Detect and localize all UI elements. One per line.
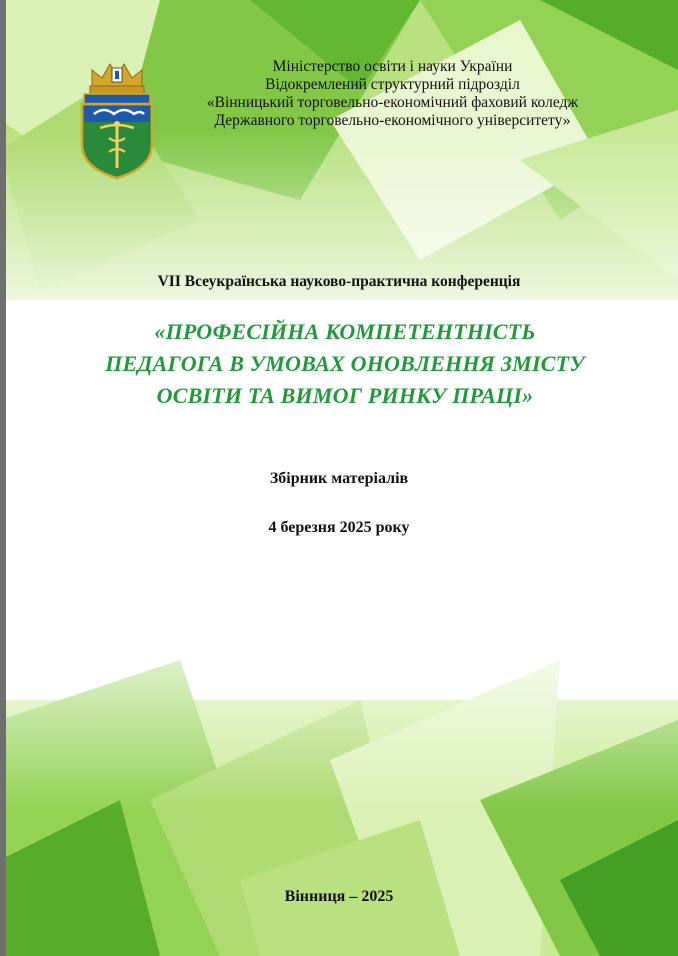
header-line-university: Державного торговельно-економічного університету» xyxy=(214,112,571,129)
college-coat-of-arms-icon xyxy=(78,56,156,182)
conference-title xyxy=(40,316,650,412)
conference-date: 4 березня 2025 року xyxy=(268,519,410,536)
collection-subtitle: Збірник матеріалів xyxy=(269,470,409,487)
title-line-3: ОСВІТИ ТА ВИМОГ РИНКУ ПРАЦІ» xyxy=(156,383,534,408)
header-line-subdivision: Відокремлений структурний підрозділ xyxy=(265,76,520,93)
city-year-footer: Вінниця – 2025 xyxy=(284,888,394,905)
title-line-1: «ПРОФЕСІЙНА КОМПЕТЕНТНІСТЬ xyxy=(154,319,536,344)
header-line-ministry: Міністерство освіти і науки України xyxy=(272,58,513,75)
header-line-college: «Вінницький торговельно-економічний фаховий коледж xyxy=(206,94,579,111)
title-line-2: ПЕДАГОГА В УМОВАХ ОНОВЛЕННЯ ЗМІСТУ xyxy=(105,351,585,376)
conference-name: VII Всеукраїнська науково-практична конференція xyxy=(157,273,521,290)
institution-header xyxy=(165,58,620,130)
